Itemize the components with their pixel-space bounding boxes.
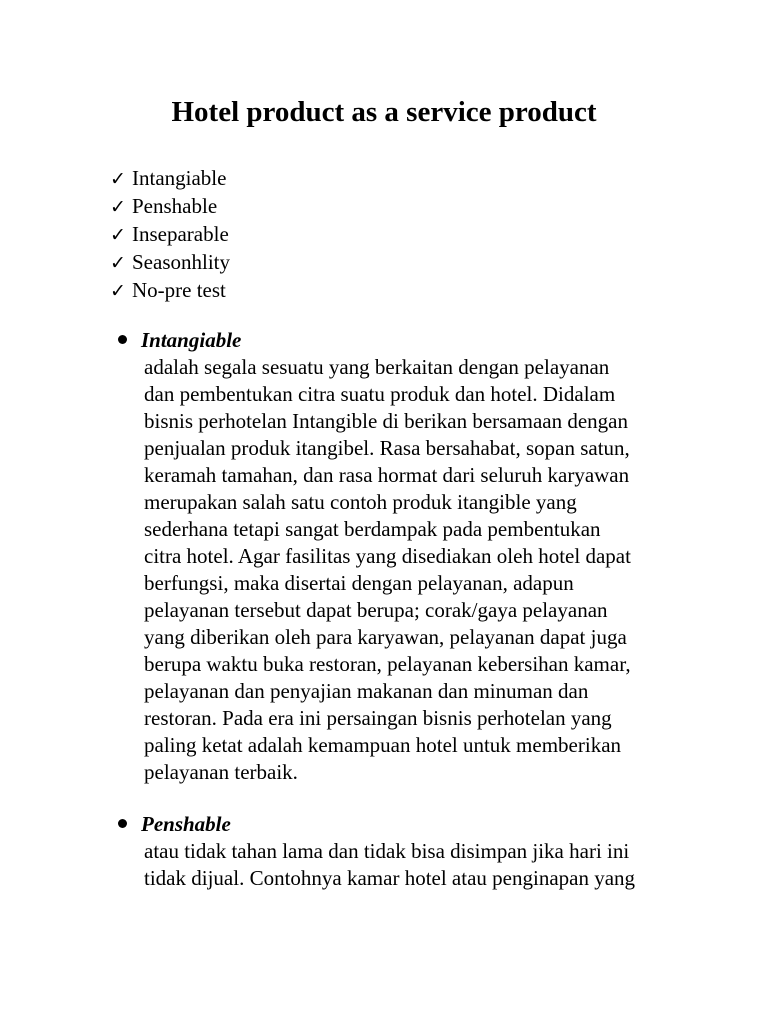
- section-body: [144, 354, 758, 786]
- page-title: Hotel product as a service product: [171, 96, 597, 128]
- body-line: pelayanan terbaik.: [144, 760, 298, 784]
- body-line: adalah segala sesuatu yang berkaitan dengan pelayanan: [144, 355, 610, 379]
- body-line: bisnis perhotelan Intangible di berikan bersamaan dengan: [144, 409, 629, 433]
- body-line: dan pembentukan citra suatu produk dan hotel. Didalam: [144, 382, 616, 406]
- checklist-item-label: Seasonhlity: [132, 250, 230, 274]
- checklist-item: [110, 165, 230, 193]
- section-body: [144, 838, 758, 892]
- body-line: tidak dijual. Contohnya kamar hotel atau penginapan yang: [144, 866, 636, 890]
- body-line: sederhana tetapi sangat berdampak pada pembentukan: [144, 517, 601, 541]
- body-line: penjualan produk itangibel. Rasa bersahabat, sopan satun,: [144, 436, 630, 460]
- body-line: citra hotel. Agar fasilitas yang disediakan oleh hotel dapat: [144, 544, 631, 568]
- bullet-icon: [118, 819, 127, 828]
- checklist-item: [110, 249, 230, 277]
- body-line: pelayanan tersebut dapat berupa; corak/gaya pelayanan: [144, 598, 608, 622]
- body-line: berupa waktu buka restoran, pelayanan kebersihan kamar,: [144, 652, 631, 676]
- checklist-item: [110, 221, 230, 249]
- body-line: paling ketat adalah kemampuan hotel untuk memberikan: [144, 733, 622, 757]
- section-heading: [118, 811, 758, 838]
- checklist: [110, 165, 230, 305]
- checklist-item: [110, 193, 230, 221]
- checklist-item-label: No-pre test: [132, 278, 226, 302]
- section-heading-text: Intangiable: [141, 328, 242, 352]
- checkmark-icon: ✓: [110, 197, 126, 218]
- checkmark-icon: ✓: [110, 253, 126, 274]
- bullet-icon: [118, 335, 127, 344]
- section-heading: [118, 327, 758, 354]
- checklist-item: [110, 277, 230, 305]
- section-penshable: [118, 811, 758, 892]
- section-heading-text: Penshable: [141, 812, 231, 836]
- body-line: merupakan salah satu contoh produk itangible yang: [144, 490, 577, 514]
- checkmark-icon: ✓: [110, 225, 126, 246]
- section-intangiable: [118, 327, 758, 786]
- body-line: yang diberikan oleh para karyawan, pelayanan dapat juga: [144, 625, 627, 649]
- body-line: pelayanan dan penyajian makanan dan minuman dan: [144, 679, 589, 703]
- body-line: atau tidak tahan lama dan tidak bisa disimpan jika hari ini: [144, 839, 630, 863]
- checkmark-icon: ✓: [110, 169, 126, 190]
- body-line: restoran. Pada era ini persaingan bisnis perhotelan yang: [144, 706, 612, 730]
- body-line: berfungsi, maka disertai dengan pelayanan, adapun: [144, 571, 574, 595]
- checklist-item-label: Inseparable: [132, 222, 229, 246]
- checklist-item-label: Penshable: [132, 194, 218, 218]
- checklist-item-label: Intangiable: [132, 166, 227, 190]
- body-line: keramah tamahan, dan rasa hormat dari seluruh karyawan: [144, 463, 630, 487]
- checkmark-icon: ✓: [110, 281, 126, 302]
